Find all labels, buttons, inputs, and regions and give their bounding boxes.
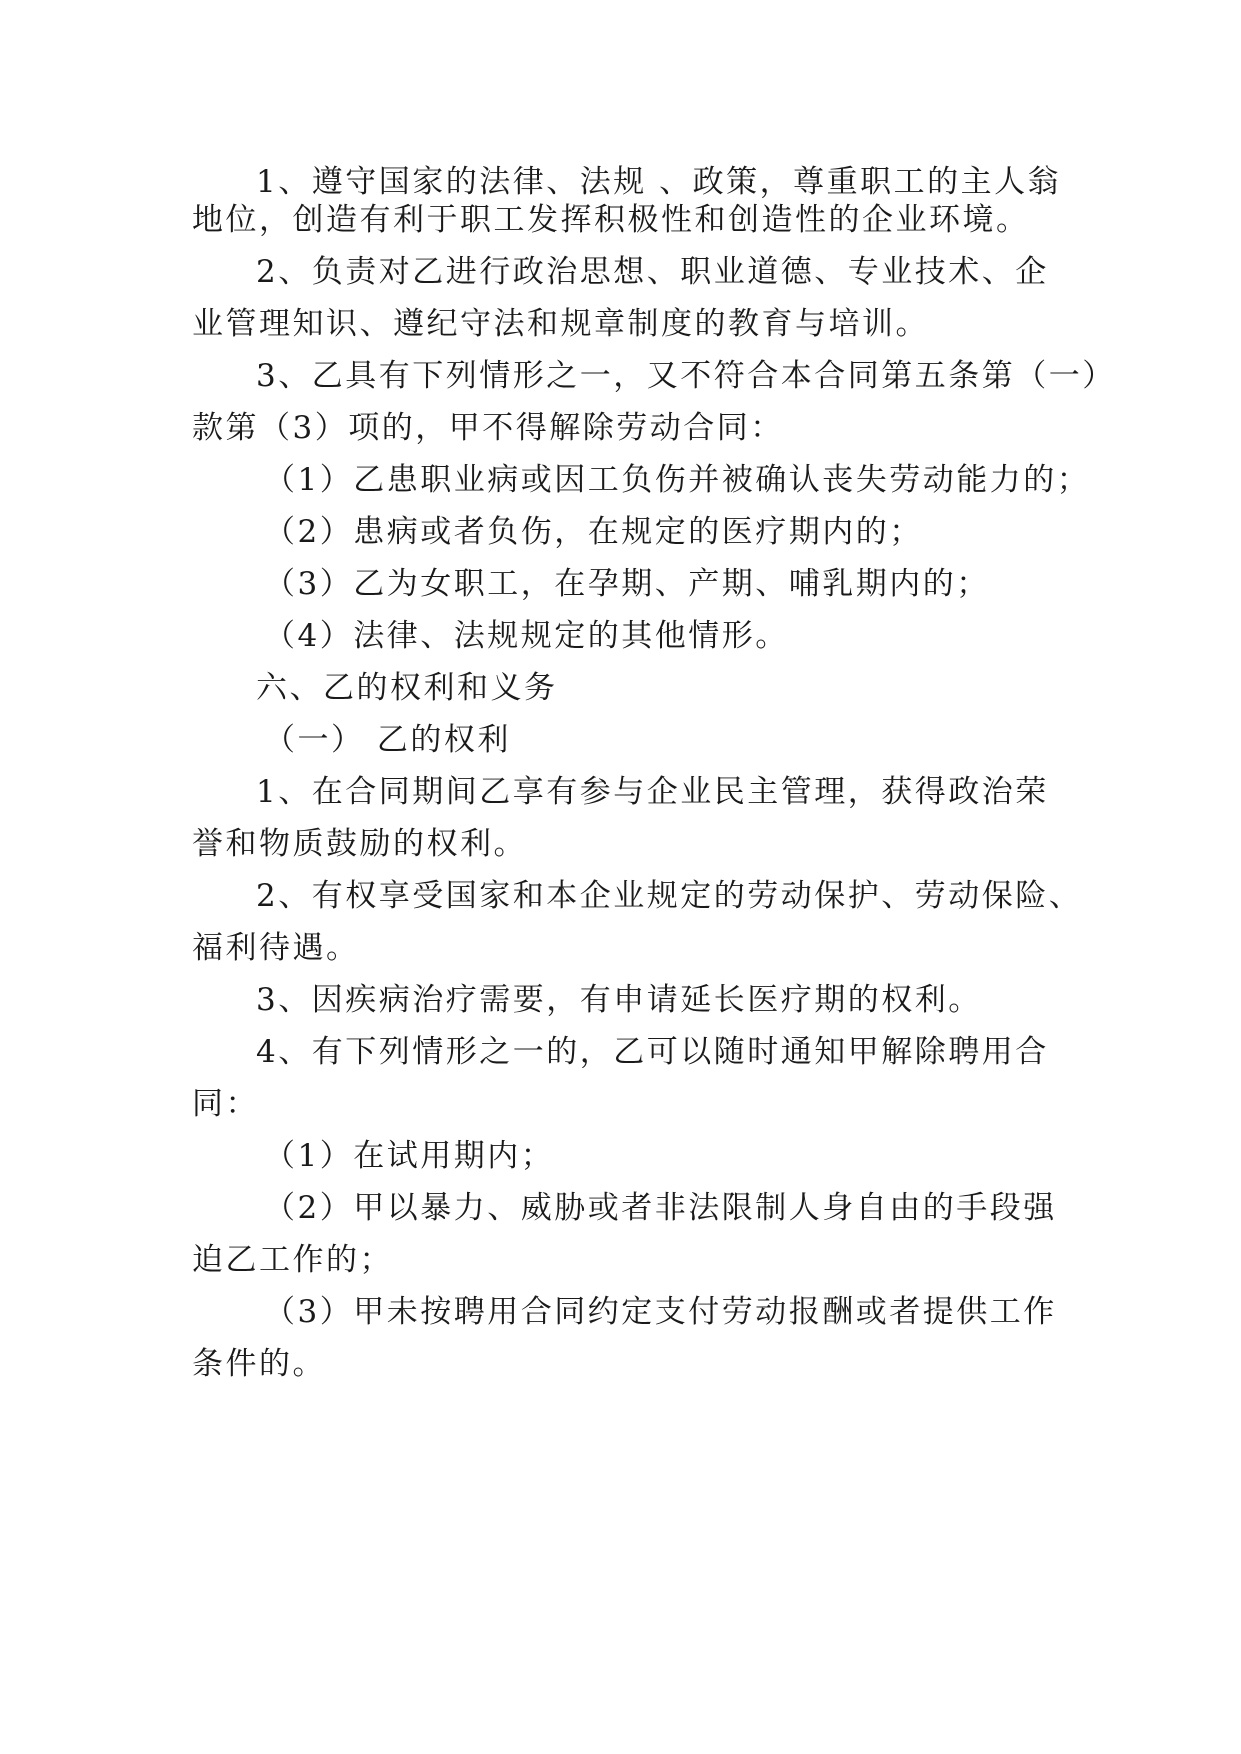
sub-a3-3: （3）乙为女职工，在孕期、产期、哺乳期内的；	[264, 566, 990, 602]
sub-a3-4: （4）法律、法规规定的其他情形。	[264, 618, 789, 654]
item-b1-line2: 誉和物质鼓励的权利。	[192, 826, 527, 862]
item-a3-line2: 款第（3）项的，甲不得解除劳动合同：	[192, 410, 784, 446]
item-b4-line2: 同：	[192, 1086, 259, 1122]
sub-b4-1: （1）在试用期内；	[264, 1138, 555, 1174]
item-b3-line1: 3、因疾病治疗需要，有申请延长医疗期的权利。	[256, 982, 982, 1018]
section-six-heading: 六、乙的权利和义务	[256, 670, 558, 706]
sub-a3-1: （1）乙患职业病或因工负伤并被确认丧失劳动能力的；	[264, 462, 1091, 498]
item-a2-line2: 业管理知识、遵纪守法和规章制度的教育与培训。	[192, 306, 929, 342]
item-a1-line2: 地位，创造有利于职工发挥积极性和创造性的企业环境。	[192, 202, 1030, 238]
item-b1-line1: 1、在合同期间乙享有参与企业民主管理，获得政治荣	[256, 774, 1049, 810]
item-b2-line2: 福利待遇。	[192, 930, 360, 966]
item-a3-line1: 3、乙具有下列情形之一，又不符合本合同第五条第（一）	[256, 358, 1116, 394]
sub-b4-2-line1: （2）甲以暴力、威胁或者非法限制人身自由的手段强	[264, 1190, 1057, 1226]
item-a1-line1: 1、遵守国家的法律、法规 、政策，尊重职工的主人翁	[256, 164, 1062, 200]
sub-b4-2-line2: 迫乙工作的；	[192, 1242, 393, 1278]
item-b2-line1: 2、有权享受国家和本企业规定的劳动保护、劳动保险、	[256, 878, 1083, 914]
sub-b4-3-line2: 条件的。	[192, 1346, 326, 1382]
sub-b4-3-line1: （3）甲未按聘用合同约定支付劳动报酬或者提供工作	[264, 1294, 1057, 1330]
item-a2-line1: 2、负责对乙进行政治思想、职业道德、专业技术、企	[256, 254, 1049, 290]
item-b4-line1: 4、有下列情形之一的，乙可以随时通知甲解除聘用合	[256, 1034, 1049, 1070]
subsection-one-heading: （一） 乙的权利	[264, 722, 511, 758]
sub-a3-2: （2）患病或者负伤，在规定的医疗期内的；	[264, 514, 923, 550]
